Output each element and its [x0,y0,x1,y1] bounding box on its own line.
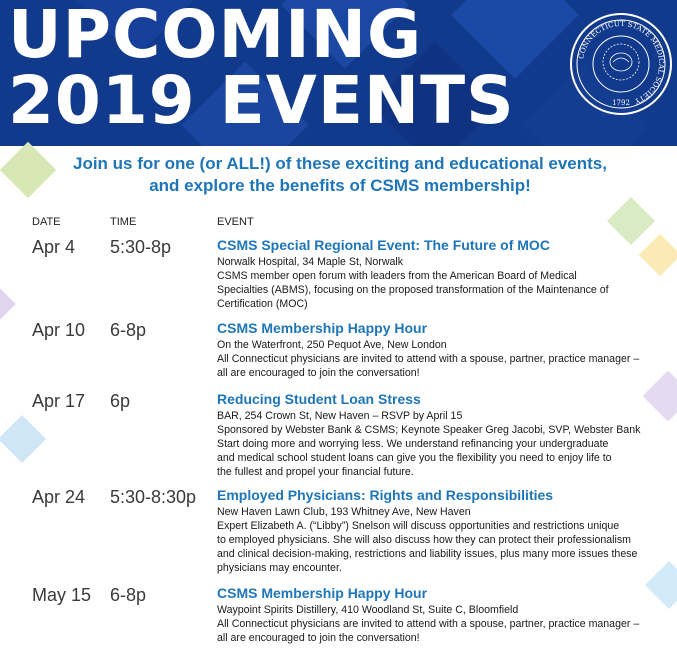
event-time: 6-8p [110,585,147,605]
event-date: Apr 4 [32,237,76,257]
column-header-event: EVENT [217,216,254,228]
event-details [217,320,662,380]
event-time: 5:30-8:30p [110,487,197,507]
event-location: New Haven Lawn Club, 193 Whitney Ave, New Haven [217,506,471,518]
event-description-line: to employed physicians. She will also discuss how they can protect their professionalism [217,534,631,546]
header-banner [0,0,677,146]
event-title: CSMS Membership Happy Hour [217,320,428,336]
event-description-line: and medical school student loans can give you the flexibility you need to enjoy life to [217,452,612,464]
title-line-2: 2019 EVENTS [8,62,515,139]
seal-year: 1792 [612,99,630,107]
event-description-line: physicians may encounter. [217,562,342,574]
event-description-line: All Connecticut physicians are invited to attend with a spouse, partner, practice manager – [217,353,640,365]
event-description-line: Start doing more and worrying less. We understand refinancing your undergraduate [217,438,609,450]
event-date: Apr 24 [32,487,86,507]
event-details [217,391,662,479]
decorative-diamond [0,415,46,463]
event-time: 5:30-8p [110,237,172,257]
event-description-line: Certification (MOC) [217,298,308,310]
event-date: Apr 10 [32,320,86,340]
event-title: CSMS Special Regional Event: The Future of MOC [217,237,550,253]
event-title: CSMS Membership Happy Hour [217,585,428,601]
event-description-line: Expert Elizabeth A. (“Libby”) Snelson will discuss opportunities and restrictions unique [217,520,620,532]
event-title: Reducing Student Loan Stress [217,391,421,407]
page-title [8,0,515,139]
event-details [217,585,662,645]
event-title: Employed Physicians: Rights and Responsibilities [217,487,554,503]
event-location: Norwalk Hospital, 34 Maple St, Norwalk [217,256,404,268]
intro-line-1: Join us for one (or ALL!) of these exciting and educational events, [73,154,607,173]
decorative-diamond [0,284,16,324]
event-time: 6p [110,391,131,411]
event-description-line: all are encouraged to join the conversation! [217,632,420,644]
csms-seal-logo [569,12,673,116]
event-description-line: Sponsored by Webster Bank & CSMS; Keynote Speaker Greg Jacobi, SVP, Webster Bank [217,424,641,436]
intro-text [40,153,640,197]
event-date: May 15 [32,585,92,605]
column-header-time: TIME [110,216,137,228]
event-details [217,237,662,311]
event-description-line: and clinical decision-making, restrictions and liability issues, plus many more issues these [217,548,638,560]
svg-text:CONNECTICUT STATE MEDICAL SOCI [576,19,666,106]
event-location: On the Waterfront, 250 Pequot Ave, New London [217,339,447,351]
event-time: 6-8p [110,320,147,340]
intro-line-2: and explore the benefits of CSMS membership! [149,176,531,195]
event-location: Waypoint Spirits Distillery, 410 Woodland St, Suite C, Bloomfield [217,604,519,616]
event-location: BAR, 254 Crown St, New Haven – RSVP by April 15 [217,410,463,422]
column-header-date: DATE [32,216,61,228]
event-details [217,487,662,575]
event-description-line: Specialties (ABMS), focusing on the proposed transformation of the Maintenance of [217,284,609,296]
event-description-line: all are encouraged to join the conversation! [217,367,420,379]
seal-ring-text: CONNECTICUT STATE MEDICAL SOCIETY [576,18,667,107]
event-date: Apr 17 [32,391,86,411]
event-description-line: All Connecticut physicians are invited to attend with a spouse, partner, practice manager – [217,618,640,630]
event-description-line: the fullest and propel your financial future. [217,466,414,478]
event-description-line: CSMS member open forum with leaders from the American Board of Medical [217,270,577,282]
title-line-1: UPCOMING [8,0,423,73]
